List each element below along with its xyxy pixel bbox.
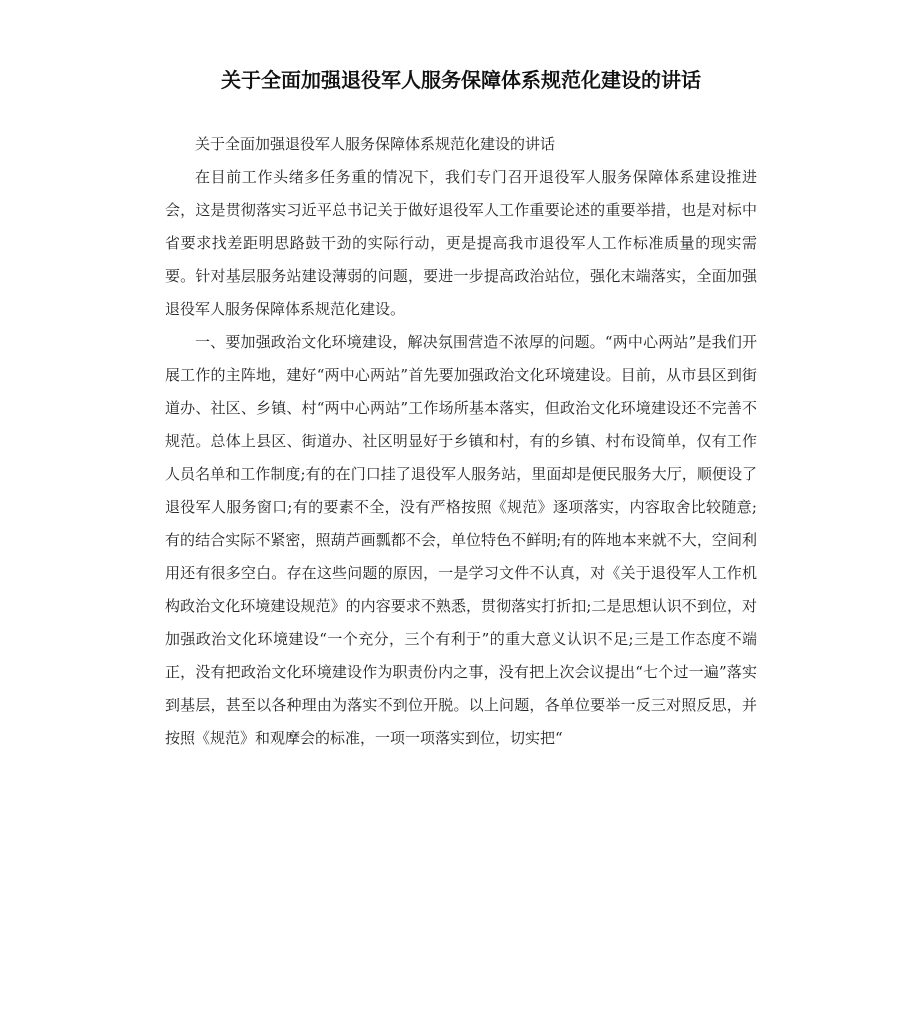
document-body [165,128,757,755]
document-title: 关于全面加强退役军人服务保障体系规范化建设的讲话 [221,68,701,92]
paragraph-section-one: 一、要加强政治文化环境建设，解决氛围营造不浓厚的问题。“两中心两站”是我们开展工作的主阵地，建好“两中心两站”首先要加强政治文化环境建设。目前，从市县区到街道办、社区、乡镇、村“两中心两站”工作场所基本落实，但政治文化环境建设还不完善不规范。总体上县区、街道办、社区明显好于乡镇和村，有的乡镇、村布设简单，仅有工作人员名单和工作制度;有的在门口挂了退役军人服务站，里面却是便民服务大厅，顺便设了退役军人服务窗口;有的要素不全，没有严格按照《规范》逐项落实，内容取舍比较随意;有的结合实际不紧密，照葫芦画瓢都不会，单位特色不鲜明;有的阵地本来就不大，空间利用还有很多空白。存在这些问题的原因，一是学习文件不认真，对《关于退役军人工作机构政治文化环境建设规范》的内容要求不熟悉，贯彻落实打折扣;二是思想认识不到位，对加强政治文化环境建设“一个充分，三个有利于”的重大意义认识不足;三是工作态度不端正，没有把政治文化环境建设作为职责份内之事，没有把上次会议提出“七个过一遍”落实到基层，甚至以各种理由为落实不到位开脱。以上问题，各单位要举一反三对照反思，并按照《规范》和观摩会的标准，一项一项落实到位，切实把“ [165,333,757,747]
paragraph-subtitle: 关于全面加强退役军人服务保障体系规范化建设的讲话 [195,135,556,153]
paragraph-intro: 在目前工作头绪多任务重的情况下，我们专门召开退役军人服务保障体系建设推进会，这是贯彻落实习近平总书记关于做好退役军人工作重要论述的重要举措，也是对标中省要求找差距明思路鼓干劲的实际行动，更是提高我市退役军人工作标准质量的现实需要。针对基层服务站建设薄弱的问题，要进一步提高政治站位，强化末端落实，全面加强退役军人服务保障体系规范化建设。 [165,168,757,318]
